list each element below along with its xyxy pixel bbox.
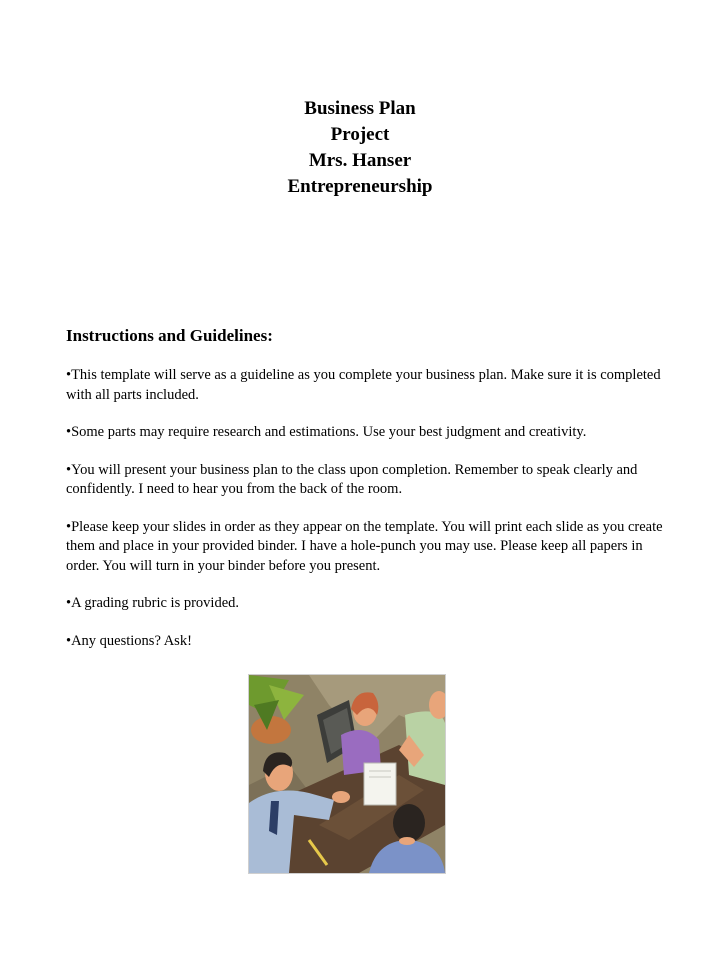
guideline-item: •A grading rubric is provided. [66, 595, 240, 611]
guideline-item: •Please keep your slides in order as they appear on the template. You will print each slide as you create them and place in your provided binder. I have a hole-punch you may use. Please keep all papers in order. You will turn in your binder before you present. [66, 518, 663, 574]
title-line-3: Mrs. Hanser [308, 150, 412, 171]
guideline-item: •This template will serve as a guideline as you complete your business plan. Make sure it is completed with all parts included. [66, 367, 661, 403]
title-line-2: Project [330, 124, 390, 145]
instructions-section [66, 325, 666, 669]
left-man-hand [332, 791, 350, 803]
guideline-item: •Any questions? Ask! [66, 632, 192, 649]
instructions-heading: Instructions and Guidelines: [66, 326, 273, 345]
document-title [0, 96, 720, 200]
title-line-4: Entrepreneurship [287, 176, 433, 197]
guideline-item: •You will present your business plan to the class upon completion. Remember to speak clearly and confidently. I need to hear you from the back of the room. [66, 461, 638, 497]
business-meeting-illustration [248, 674, 446, 874]
bottom-man-neck [399, 837, 415, 845]
meeting-clipart-svg [249, 675, 445, 873]
paper-document [364, 763, 396, 805]
plant-pot [251, 716, 291, 744]
guideline-item: •Some parts may require research and estimations. Use your best judgment and creativity. [66, 424, 587, 440]
title-line-1: Business Plan [304, 98, 416, 119]
bottom-man-head [393, 804, 425, 842]
